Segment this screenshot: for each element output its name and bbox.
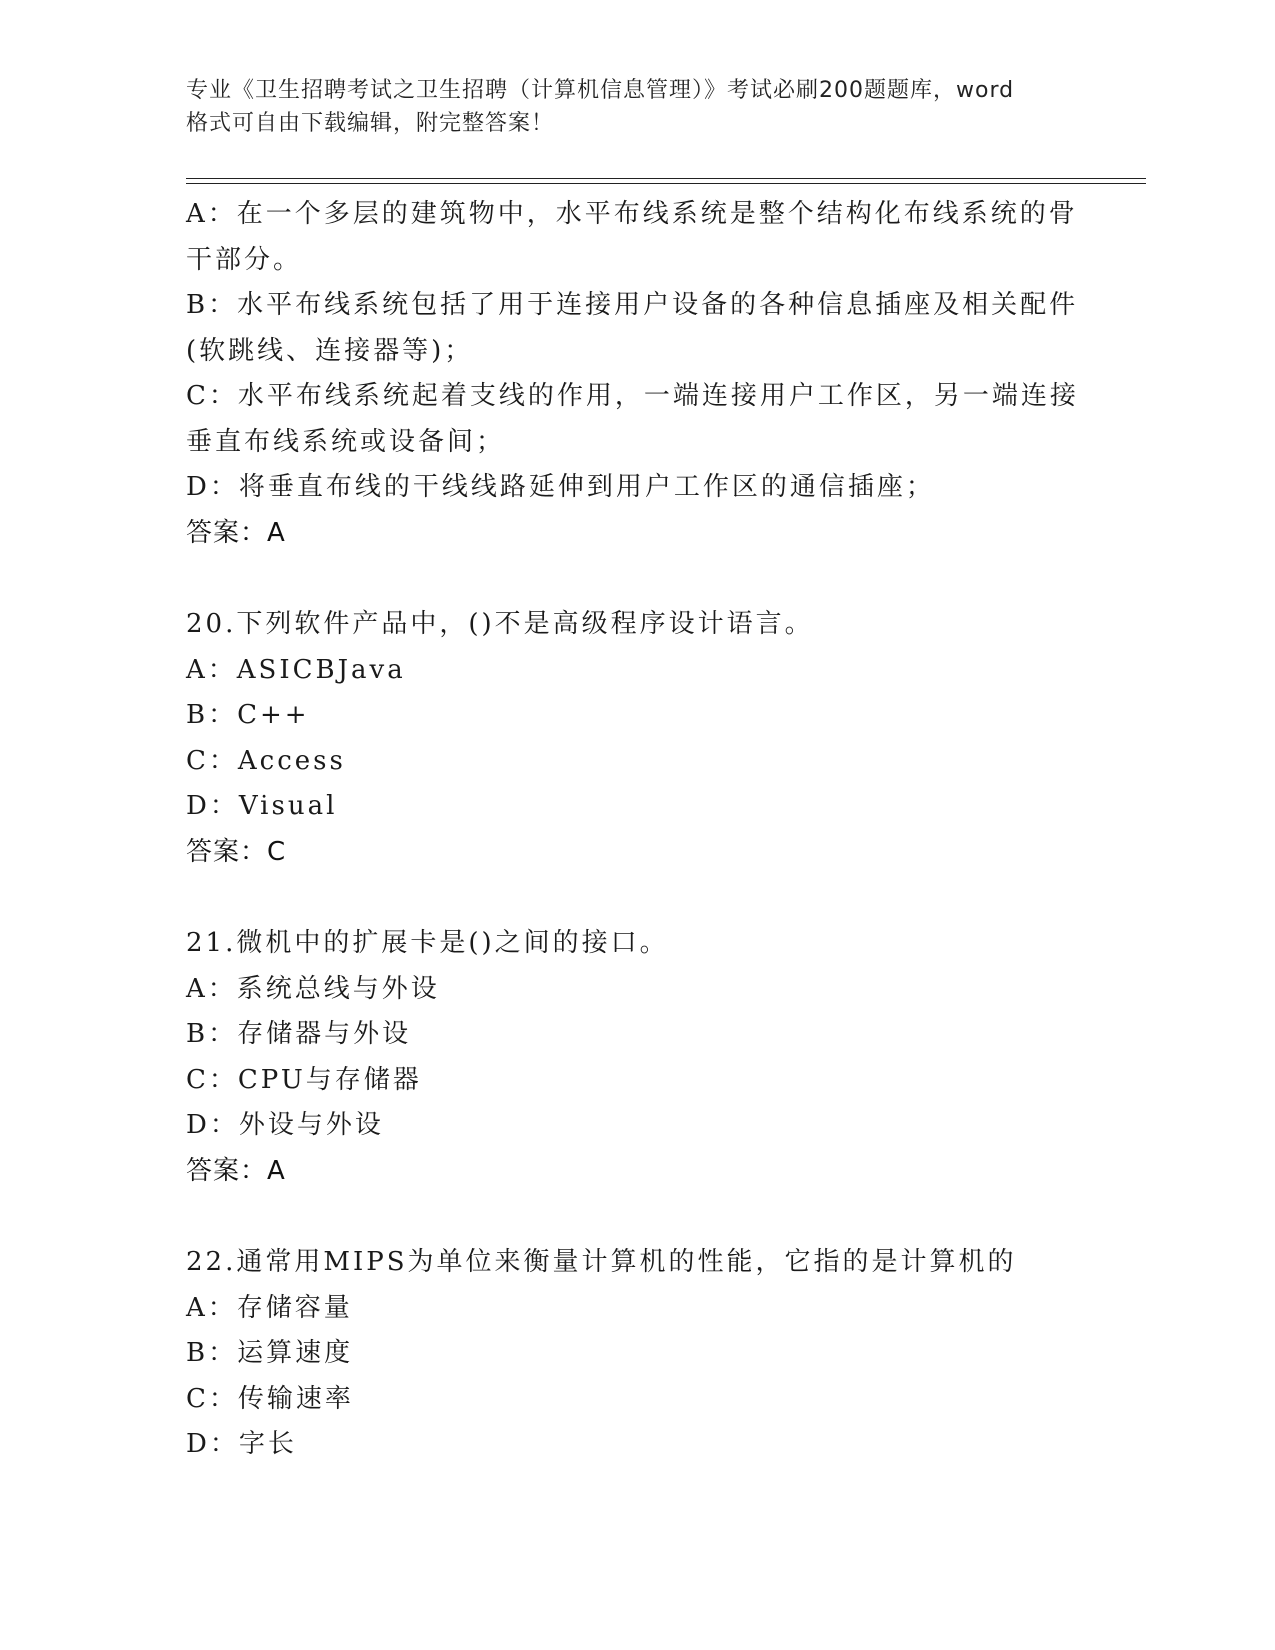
question-22-block	[186, 1240, 1086, 1468]
q20-option-c: C：Access	[186, 745, 346, 776]
header-line-2: 格式可自由下载编辑，附完整答案！	[186, 111, 555, 136]
q19-option-a-line-2: 干部分。	[186, 244, 303, 275]
q20-question: 20.下列软件产品中，()不是高级程序设计语言。	[186, 609, 814, 639]
q19-option-b-line-2: (软跳线、连接器等)；	[186, 335, 474, 366]
q20-option-b: B：C++	[186, 700, 310, 730]
q21-question: 21.微机中的扩展卡是()之间的接口。	[186, 928, 669, 958]
header-divider-top	[186, 178, 1146, 179]
q19-answer: 答案：A	[186, 517, 286, 548]
header-line-1: 专业《卫生招聘考试之卫生招聘（计算机信息管理）》考试必刷200题题库，word	[186, 78, 1015, 103]
q19-option-b-line-1: B：水平布线系统包括了用于连接用户设备的各种信息插座及相关配件	[186, 290, 1079, 320]
spacer	[186, 1194, 1086, 1240]
q22-option-c: C：传输速率	[186, 1383, 354, 1414]
q22-question: 22.通常用MIPS为单位来衡量计算机的性能，它指的是计算机的	[186, 1247, 1017, 1277]
header-divider-bottom	[186, 183, 1146, 184]
spacer	[186, 875, 1086, 921]
question-20-block	[186, 602, 1086, 875]
q21-option-b: B：存储器与外设	[186, 1019, 412, 1049]
q20-option-a: A：ASICBJava	[186, 654, 406, 685]
spacer	[186, 556, 1086, 602]
q19-option-a-line-1: A：在一个多层的建筑物中，水平布线系统是整个结构化布线系统的骨	[186, 199, 1078, 229]
q22-option-a: A：存储容量	[186, 1292, 353, 1323]
q19-option-d: D：将垂直布线的干线线路延伸到用户工作区的通信插座；	[186, 472, 935, 502]
document-body	[186, 192, 1086, 1468]
q21-answer: 答案：A	[186, 1155, 286, 1186]
q22-option-d: D：字长	[186, 1429, 297, 1459]
q20-option-d: D：Visual	[186, 791, 338, 821]
q21-option-c: C：CPU与存储器	[186, 1064, 422, 1095]
question-21-block	[186, 921, 1086, 1194]
question-19-block	[186, 192, 1086, 556]
q21-option-d: D：外设与外设	[186, 1110, 384, 1140]
q19-option-c-line-2: 垂直布线系统或设备间；	[186, 426, 506, 457]
q19-option-c-line-1: C：水平布线系统起着支线的作用，一端连接用户工作区，另一端连接	[186, 381, 1079, 411]
document-header	[186, 74, 1086, 140]
q22-option-b: B：运算速度	[186, 1338, 354, 1368]
q20-answer: 答案：C	[186, 836, 287, 867]
q21-option-a: A：系统总线与外设	[186, 973, 440, 1004]
